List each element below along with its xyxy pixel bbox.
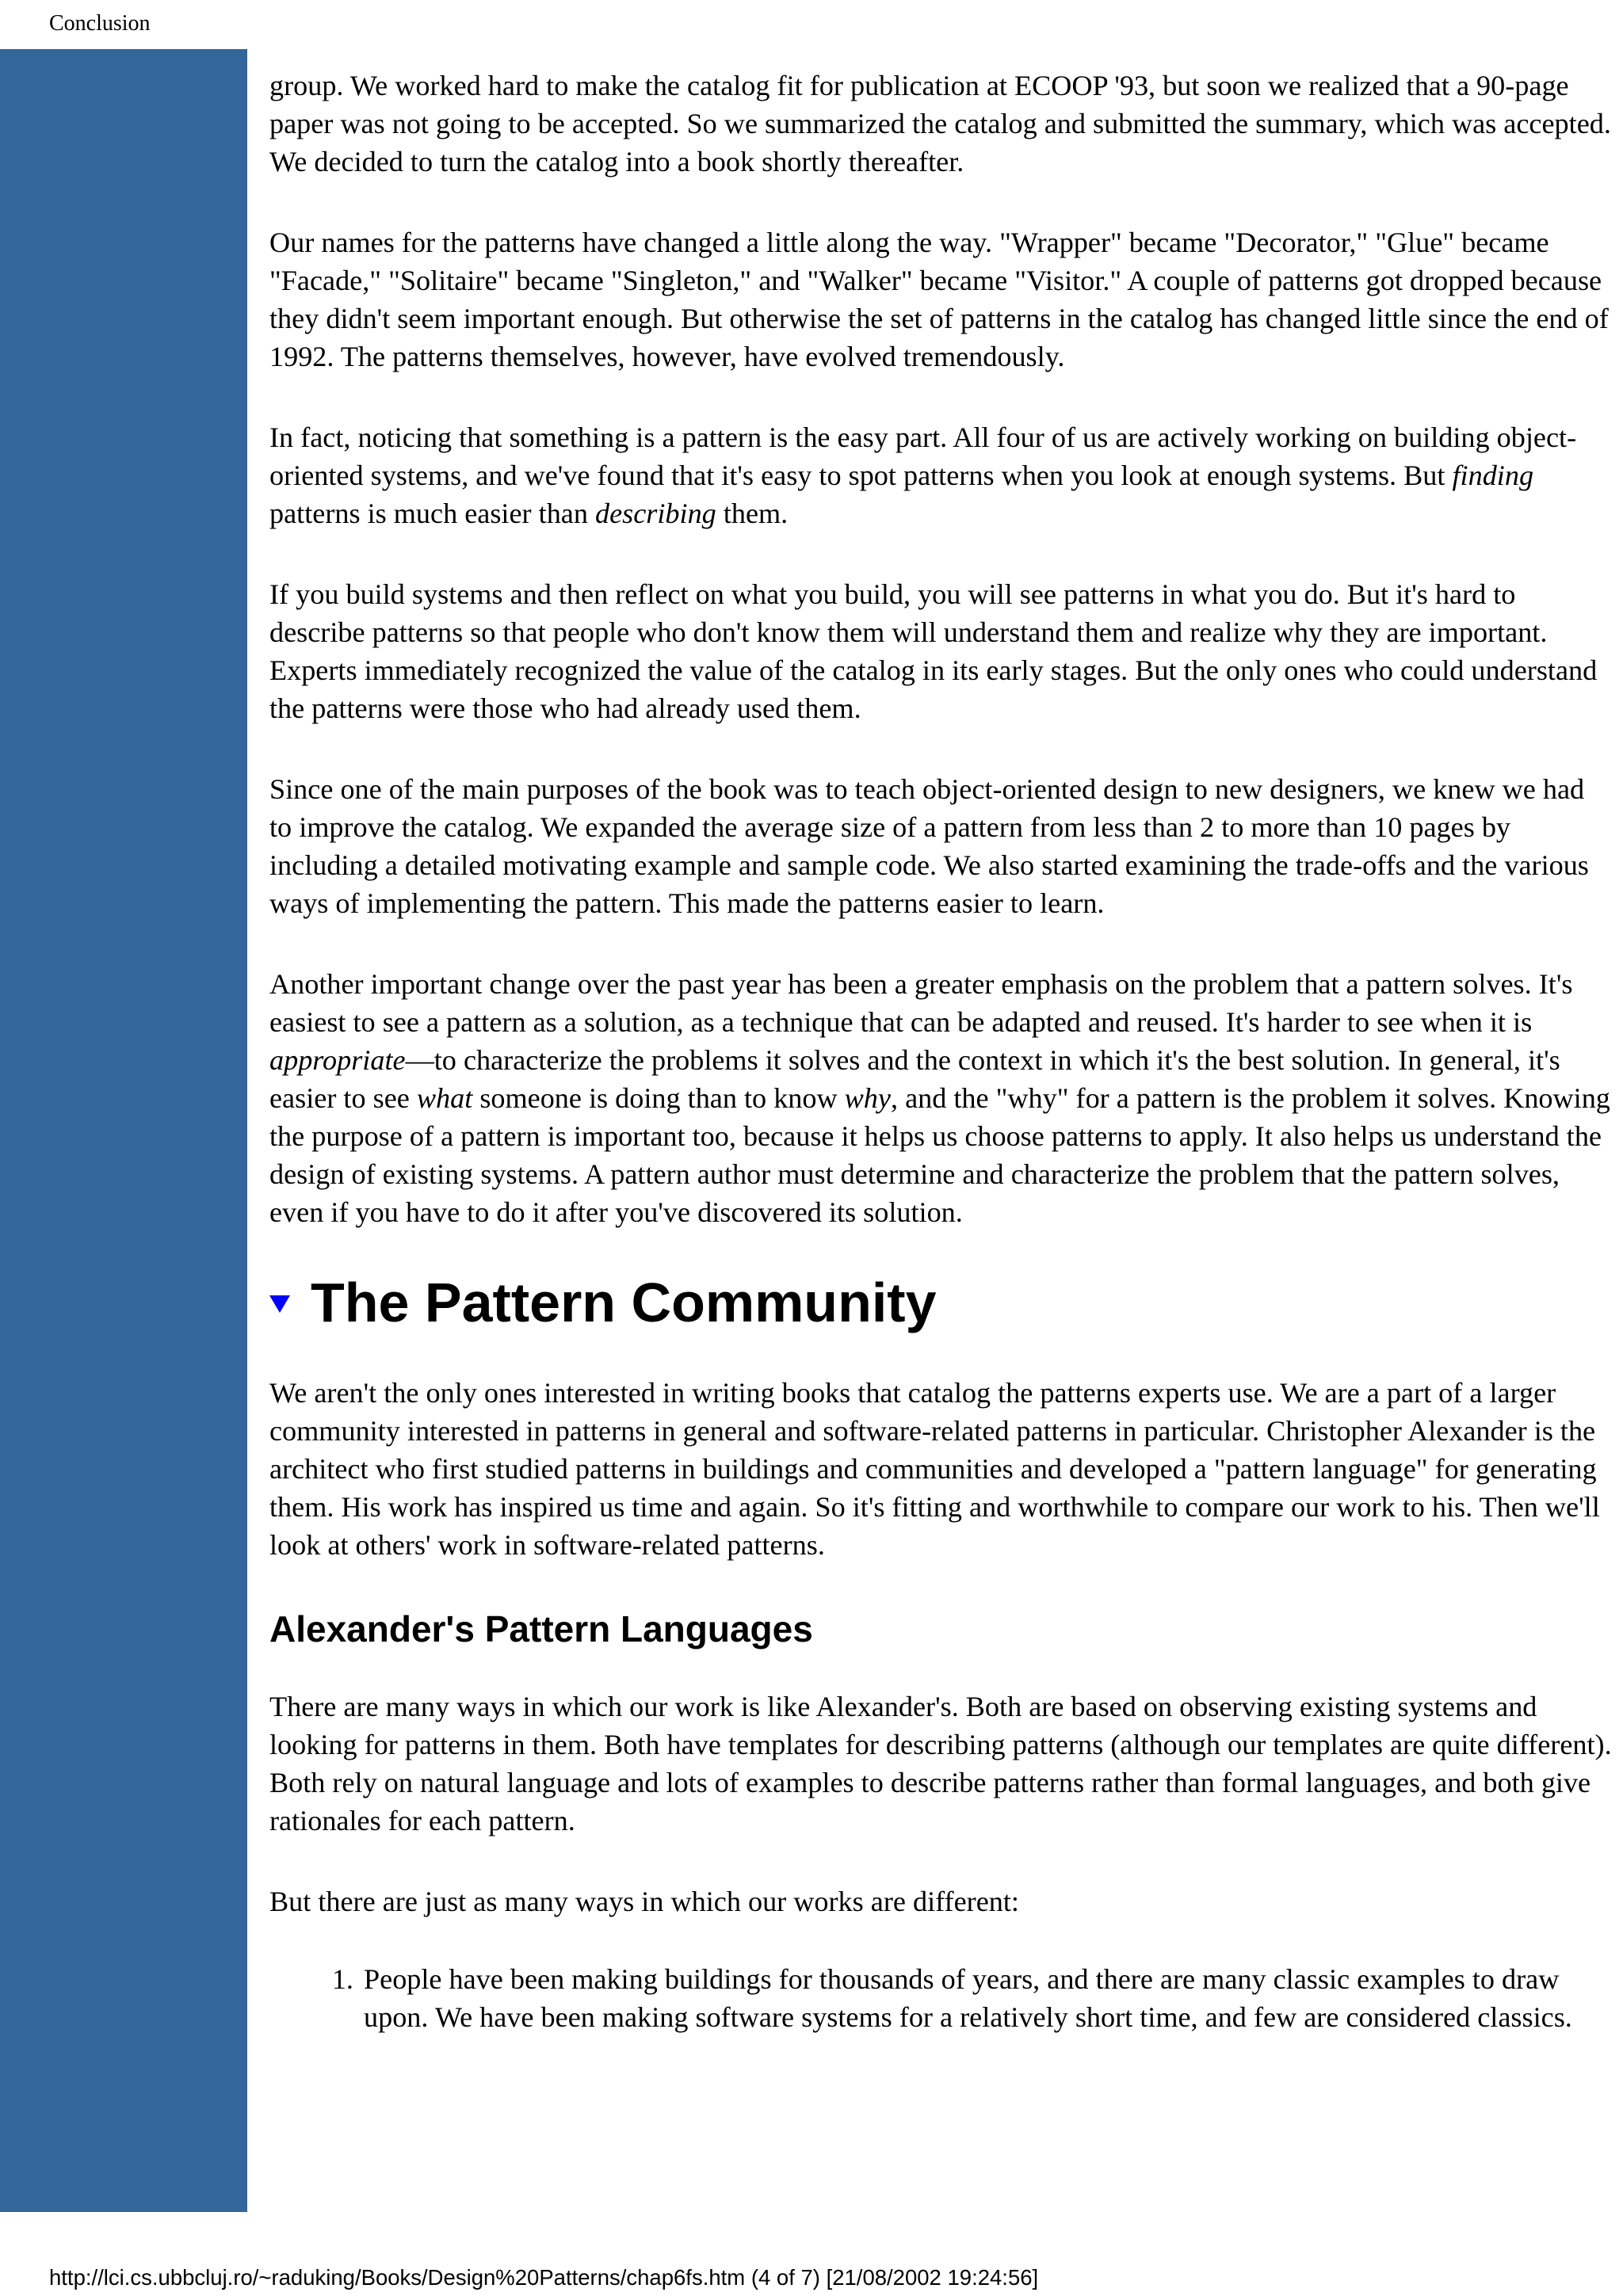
paragraph-6-text-c: someone is doing than to know <box>472 1082 845 1114</box>
page-footer-url: http://lci.cs.ubbcluj.ro/~raduking/Books/Design%20Patterns/chap6fs.htm (4 of 7) [21/08/2002 19:24:56] <box>49 2265 1039 2290</box>
differences-list <box>269 1960 1613 2036</box>
subsection-heading-alexander: Alexander's Pattern Languages <box>269 1608 813 1650</box>
emphasis-what: what <box>416 1082 473 1114</box>
paragraph-4: If you build systems and then reflect on what you build, you will see patterns in what you do. But it's hard to describe patterns so that people who don't know them will understand them and realize why they are important. Experts immediately recognized the value of the catalog in its early stages. But the only ones who could understand the patterns were those who had already used them. <box>269 578 1598 724</box>
paragraph-3-text-c: them. <box>716 498 789 529</box>
emphasis-why: why <box>844 1082 891 1114</box>
main-content <box>269 67 1613 2036</box>
paragraph-6-text-a: Another important change over the past year has been a greater emphasis on the problem that a pattern solves. It's easiest to see a pattern as a solution, as a technique that can be adapted and reused. It's harder to see when it is <box>269 968 1573 1038</box>
section-heading-pattern-community <box>269 1271 1613 1334</box>
section-heading-text: The Pattern Community <box>311 1272 937 1333</box>
down-triangle-icon[interactable] <box>269 1295 290 1313</box>
emphasis-describing: describing <box>595 498 716 529</box>
paragraph-6-text-d: , and the "why" for a pattern is the problem it solves. Knowing the purpose of a pattern is important too, because it helps us choose patterns to apply. It also helps us understand the design of existing systems. A pattern author must determine and characterize the problem that the pattern solves, even if you have to do it after you've discovered its solution. <box>269 1082 1610 1228</box>
subsection-paragraph-1: There are many ways in which our work is like Alexander's. Both are based on observing existing systems and looking for patterns in them. Both have templates for describing patterns (although our templates are quite different). Both rely on natural language and lots of examples to describe patterns rather than formal languages, and both give rationales for each pattern. <box>269 1691 1612 1836</box>
paragraph-6 <box>269 965 1613 1231</box>
list-item: 1. People have been making buildings for thousands of years, and there are many classic examples to draw upon. We have been making software systems for a relatively short time, and few are considered classics. <box>361 1960 1613 2036</box>
subsection-paragraph-2: But there are just as many ways in which our works are different: <box>269 1886 1019 1917</box>
paragraph-2: Our names for the patterns have changed a little along the way. "Wrapper" became "Decorator," "Glue" became "Facade," "Solitaire" became "Singleton," and "Walker" became "Visitor." A couple of patterns got dropped because they didn't seem important enough. But otherwise the set of patterns in the catalog has changed little since the end of 1992. The patterns themselves, however, have evolved tremendously. <box>269 227 1609 372</box>
emphasis-appropriate: appropriate <box>269 1044 406 1076</box>
paragraph-3-text-b: patterns is much easier than <box>269 498 595 529</box>
left-sidebar <box>0 49 247 2212</box>
paragraph-1: group. We worked hard to make the catalog fit for publication at ECOOP '93, but soon we realized that a 90-page paper was not going to be accepted. So we summarized the catalog and submitted the summary, which was accepted. We decided to turn the catalog into a book shortly thereafter. <box>269 70 1611 177</box>
paragraph-3-text-a: In fact, noticing that something is a pattern is the easy part. All four of us are actively working on building object-oriented systems, and we've found that it's easy to spot patterns when you look at enough systems. But <box>269 421 1577 491</box>
emphasis-finding: finding <box>1452 460 1534 491</box>
section-paragraph-1: We aren't the only ones interested in writing books that catalog the patterns experts use. We are a part of a larger community interested in patterns in general and software-related patterns in particular. Christopher Alexander is the architect who first studied patterns in buildings and communities and developed a "pattern language" for generating them. His work has inspired us time and again. So it's fitting and worthwhile to compare our work to his. Then we'll look at others' work in software-related patterns. <box>269 1377 1600 1561</box>
paragraph-6-text-b: —to characterize the problems it solves and the context in which it's the best solution. In general, it's easier to see <box>269 1044 1560 1114</box>
paragraph-5: Since one of the main purposes of the book was to teach object-oriented design to new designers, we knew we had to improve the catalog. We expanded the average size of a pattern from less than 2 to more than 10 pages by including a detailed motivating example and sample code. We also started examining the trade-offs and the various ways of implementing the pattern. This made the patterns easier to learn. <box>269 773 1589 919</box>
paragraph-3 <box>269 418 1613 532</box>
page-header-title: Conclusion <box>49 11 151 36</box>
